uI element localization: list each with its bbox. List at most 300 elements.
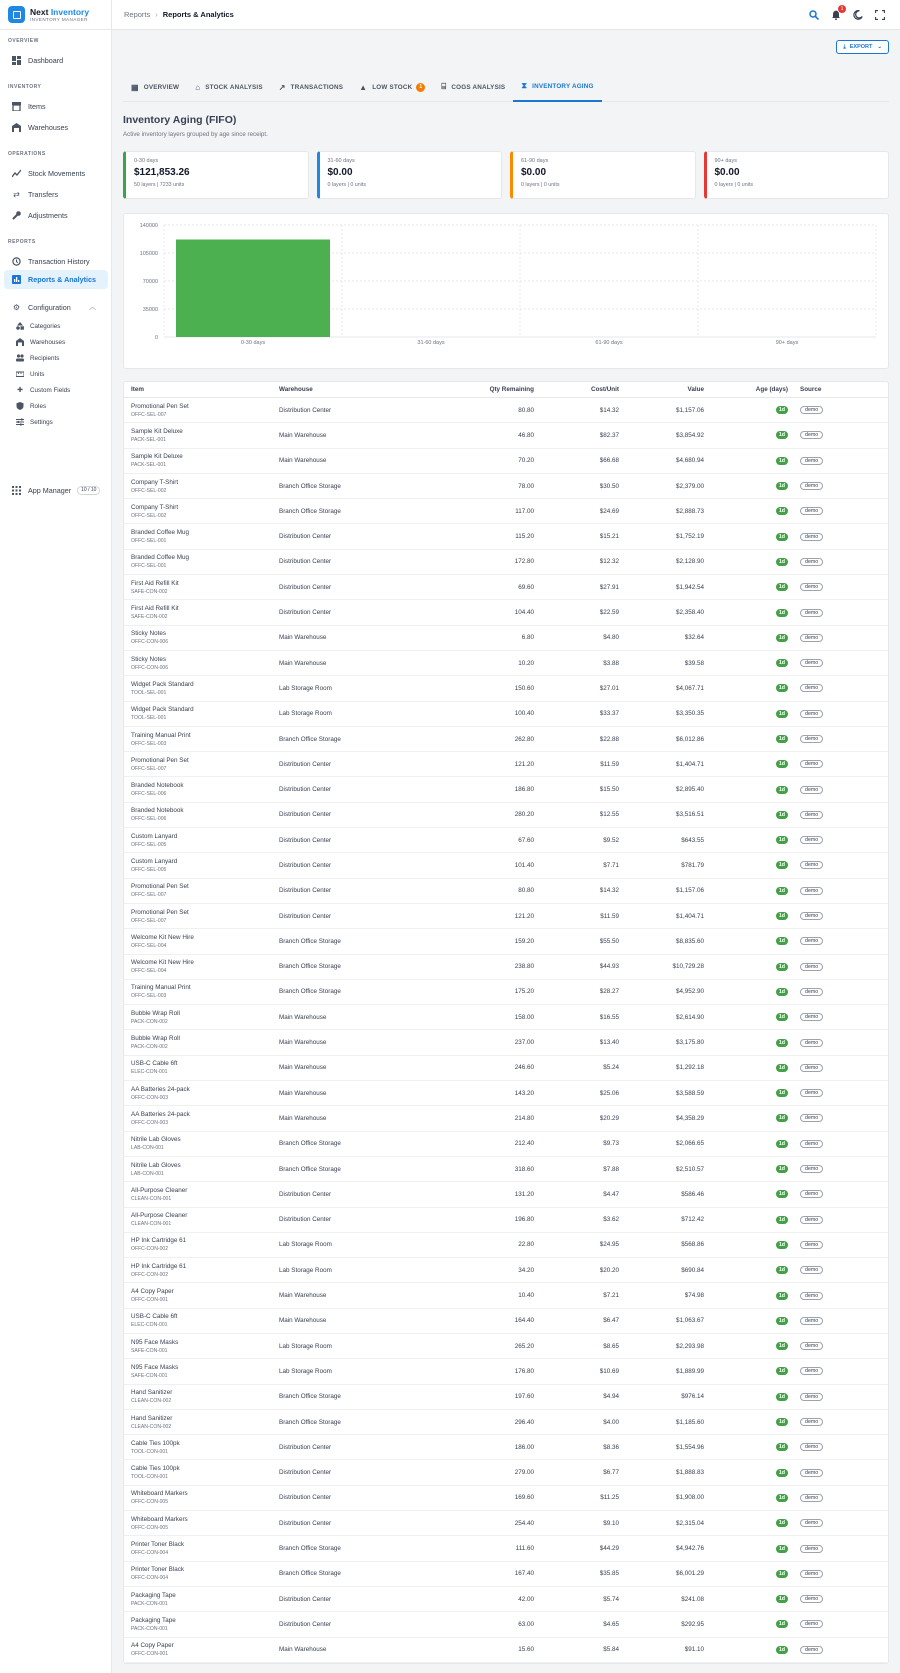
category-icon <box>16 322 24 331</box>
qty-cell: 186.00 <box>514 1443 534 1451</box>
item-cell <box>124 1364 279 1379</box>
warehouse-cell: Branch Office Storage <box>279 988 341 996</box>
tab-label: COGS ANALYSIS <box>451 83 506 91</box>
cost-cell: $25.06 <box>599 1089 619 1097</box>
qty-cell: 158.00 <box>514 1013 534 1021</box>
app-count-badge: 10 / 10 <box>77 486 100 495</box>
age-badge: 1d <box>776 634 788 642</box>
source-chip: demo <box>800 659 823 667</box>
tab-cogs-analysis[interactable] <box>433 72 513 102</box>
item-name: Whiteboard Markers <box>131 1490 188 1498</box>
source-chip: demo <box>800 533 823 541</box>
table-row[interactable] <box>124 1511 888 1536</box>
item-cell <box>124 580 279 595</box>
table-row[interactable] <box>124 1056 888 1081</box>
item-name: Bubble Wrap Roll <box>131 1035 180 1043</box>
warehouse-cell: Main Warehouse <box>279 1039 327 1047</box>
table-row[interactable] <box>124 702 888 727</box>
item-sku: OFFC-SEL-002 <box>131 487 167 494</box>
item-name: Printer Toner Black <box>131 1541 185 1548</box>
table-row[interactable] <box>124 1283 888 1308</box>
table-row[interactable] <box>124 777 888 802</box>
tab-label: OVERVIEW <box>143 83 180 91</box>
config-item-units[interactable] <box>16 367 44 381</box>
source-cell <box>788 1317 888 1325</box>
value-cell: $292.95 <box>681 1620 704 1628</box>
age-cell <box>704 1595 788 1603</box>
source-chip: demo <box>800 1140 823 1148</box>
cost-cell: $30.50 <box>599 482 619 490</box>
table-row[interactable] <box>124 524 888 549</box>
item-name: USB-C Cable 6ft <box>131 1313 178 1321</box>
qty-cell: 265.20 <box>514 1342 534 1350</box>
table-row[interactable] <box>124 1460 888 1485</box>
config-item-roles[interactable] <box>16 399 46 413</box>
table-row[interactable] <box>124 1106 888 1131</box>
source-cell <box>788 1342 888 1350</box>
warehouse-cell: Branch Office Storage <box>279 963 341 971</box>
sidebar-item-reports-analytics[interactable] <box>4 270 108 289</box>
item-sku: SAFE-CON-001 <box>131 1347 168 1354</box>
swap-icon: ⇄ <box>13 189 20 199</box>
source-chip: demo <box>800 1165 823 1173</box>
qty-cell: 101.40 <box>514 861 534 869</box>
table-row[interactable] <box>124 398 888 423</box>
cost-cell: $9.73 <box>603 1140 619 1148</box>
sidebar-item-adjustments[interactable] <box>4 206 108 224</box>
table-row[interactable] <box>124 575 888 600</box>
item-sku: OFFC-SEL-001 <box>131 563 167 570</box>
item-sku: ELEC-CON-001 <box>131 1069 168 1076</box>
age-cell <box>704 431 788 439</box>
card-meta: 0 layers | 0 units <box>521 182 560 188</box>
age-badge: 1d <box>776 583 788 591</box>
age-cell <box>704 1140 788 1148</box>
item-sku: OFFC-CON-003 <box>131 1094 169 1101</box>
cost-cell: $5.24 <box>603 1064 619 1072</box>
table-row[interactable] <box>124 1562 888 1587</box>
qty-cell: 34.20 <box>518 1266 534 1274</box>
item-name: All-Purpose Cleaner <box>131 1212 188 1220</box>
item-sku: PACK-CON-002 <box>131 1044 168 1051</box>
col-value[interactable]: Value <box>687 386 704 393</box>
sidebar-item-label: Custom Fields <box>30 386 71 394</box>
age-badge: 1d <box>776 1165 788 1173</box>
hourglass-icon: ⧗ <box>521 81 528 90</box>
cost-cell: $13.40 <box>599 1039 619 1047</box>
sidebar-item-label: Warehouses <box>28 122 69 132</box>
item-sku: OFFC-SEL-004 <box>131 942 167 949</box>
sidebar-item-transfers[interactable] <box>4 185 108 203</box>
table-row[interactable] <box>124 1638 888 1663</box>
value-cell: $2,128.90 <box>675 558 704 566</box>
table-row[interactable] <box>124 423 888 448</box>
age-cell <box>704 1342 788 1350</box>
table-row[interactable] <box>124 1132 888 1157</box>
age-cell <box>704 963 788 971</box>
value-cell: $2,358.40 <box>675 609 704 617</box>
age-cell <box>704 1519 788 1527</box>
qty-cell: 237.00 <box>514 1039 534 1047</box>
age-cell <box>704 1266 788 1274</box>
table-row[interactable] <box>124 1208 888 1233</box>
item-name: Branded Coffee Mug <box>131 529 189 537</box>
table-row[interactable] <box>124 550 888 575</box>
item-cell <box>124 1060 279 1075</box>
qty-cell: 117.00 <box>515 507 534 515</box>
age-cell <box>704 1114 788 1122</box>
item-cell <box>124 1263 279 1278</box>
age-badge: 1d <box>776 861 788 869</box>
source-cell <box>788 836 888 844</box>
item-cell <box>124 1010 279 1025</box>
source-cell <box>788 1443 888 1451</box>
config-item-recipients[interactable] <box>16 351 59 365</box>
item-sku: ELEC-CON-001 <box>131 1322 168 1329</box>
item-name: A4 Copy Paper <box>131 1642 174 1650</box>
item-sku: OFFC-CON-003 <box>131 1119 169 1126</box>
cost-cell: $20.29 <box>599 1114 619 1122</box>
warehouse-cell: Main Warehouse <box>279 659 327 667</box>
age-cell <box>704 1241 788 1249</box>
item-sku: OFFC-CON-006 <box>131 664 169 671</box>
table-row[interactable] <box>124 828 888 853</box>
trending-icon: ↗ <box>278 82 286 92</box>
app-title: Next Inventory <box>30 6 90 17</box>
cost-cell: $22.59 <box>599 609 619 617</box>
config-item-categories[interactable] <box>16 319 60 333</box>
table-row[interactable] <box>124 1587 888 1612</box>
item-cell <box>124 858 279 873</box>
source-cell <box>788 710 888 718</box>
sidebar-item-label: Items <box>28 101 46 111</box>
warehouse-cell: Main Warehouse <box>279 457 327 465</box>
source-cell <box>788 988 888 996</box>
table-row[interactable] <box>124 1309 888 1334</box>
item-name: Promotional Pen Set <box>131 908 189 916</box>
sidebar-item-app-manager[interactable] <box>4 481 108 499</box>
bank-icon: ⌸ <box>441 82 447 91</box>
dashboard-icon: ▦ <box>131 82 139 92</box>
age-cell <box>704 1646 788 1654</box>
table-row[interactable] <box>124 1182 888 1207</box>
config-item-settings[interactable] <box>16 415 53 429</box>
table-row[interactable] <box>124 955 888 980</box>
qty-cell: 197.60 <box>514 1393 534 1401</box>
col-warehouse[interactable]: Warehouse <box>279 386 313 393</box>
item-cell <box>124 529 279 544</box>
cost-cell: $5.84 <box>603 1646 619 1654</box>
table-row[interactable] <box>124 853 888 878</box>
age-cell <box>704 1039 788 1047</box>
item-name: Company T-Shirt <box>131 503 179 511</box>
warehouse-cell: Branch Office Storage <box>279 482 341 490</box>
warehouse-cell: Main Warehouse <box>279 1013 327 1021</box>
col-qty[interactable]: Qty Remaining <box>489 386 534 393</box>
item-name: Sample Kit Deluxe <box>131 453 183 461</box>
qty-cell: 80.80 <box>518 406 534 414</box>
item-name: Promotional Pen Set <box>131 883 189 891</box>
table-row[interactable] <box>124 651 888 676</box>
item-sku: PACK-SEL-001 <box>131 462 167 469</box>
table-row[interactable] <box>124 1359 888 1384</box>
age-badge: 1d <box>776 1469 788 1477</box>
table-row[interactable] <box>124 1233 888 1258</box>
cost-cell: $4.65 <box>603 1620 619 1628</box>
source-chip: demo <box>800 710 823 718</box>
item-sku: CLEAN-CON-001 <box>131 1195 172 1202</box>
age-cell <box>704 786 788 794</box>
cost-cell: $7.88 <box>603 1165 619 1173</box>
table-row[interactable] <box>124 904 888 929</box>
item-sku: OFFC-SEL-007 <box>131 411 167 418</box>
top-bar <box>112 0 900 30</box>
page-subtitle: Active inventory layers grouped by age since receipt. <box>123 131 268 138</box>
item-name: Packaging Tape <box>131 1591 176 1599</box>
age-badge: 1d <box>776 507 788 515</box>
brand[interactable] <box>0 0 111 30</box>
item-cell <box>124 1136 279 1151</box>
table-row[interactable] <box>124 449 888 474</box>
qty-cell: 67.60 <box>518 836 534 844</box>
table-row[interactable] <box>124 752 888 777</box>
item-name: Welcome Kit New Hire <box>131 959 194 967</box>
value-cell: $690.84 <box>681 1266 704 1274</box>
card-value: $0.00 <box>714 167 740 178</box>
value-cell: $2,895.40 <box>675 786 704 794</box>
warehouse-cell: Lab Storage Room <box>279 1342 332 1350</box>
config-item-warehouses[interactable] <box>16 335 65 349</box>
table-row[interactable] <box>124 980 888 1005</box>
source-chip: demo <box>800 482 823 490</box>
table-row[interactable] <box>124 676 888 701</box>
source-cell <box>788 1620 888 1628</box>
cost-cell: $5.74 <box>603 1595 619 1603</box>
breadcrumb-parent[interactable]: Reports <box>124 10 151 19</box>
export-button[interactable] <box>836 40 889 54</box>
value-cell: $74.98 <box>684 1292 704 1300</box>
item-cell <box>124 504 279 519</box>
section-inventory: INVENTORY <box>8 84 42 90</box>
table-row[interactable] <box>124 1005 888 1030</box>
age-cell <box>704 533 788 541</box>
table-row[interactable] <box>124 1410 888 1435</box>
sidebar-item-items[interactable] <box>4 97 108 115</box>
tab-stock-analysis[interactable] <box>187 72 271 102</box>
age-badge: 1d <box>776 1114 788 1122</box>
source-cell <box>788 1241 888 1249</box>
table-row[interactable] <box>124 1385 888 1410</box>
item-name: Widget Pack Standard <box>131 706 194 714</box>
cost-cell: $24.95 <box>599 1241 619 1249</box>
age-cell <box>704 1418 788 1426</box>
warehouse-cell: Distribution Center <box>279 1443 332 1451</box>
fullscreen-icon[interactable] <box>874 9 886 21</box>
apps-grid-icon <box>12 486 21 495</box>
item-sku: SAFE-CON-001 <box>131 1372 168 1379</box>
source-cell <box>788 1039 888 1047</box>
warehouse-cell: Distribution Center <box>279 760 332 768</box>
col-cost[interactable]: Cost/Unit <box>591 386 619 393</box>
value-cell: $568.86 <box>681 1241 704 1249</box>
col-item[interactable]: Item <box>131 386 144 393</box>
item-cell <box>124 1288 279 1303</box>
tab-inventory-aging[interactable] <box>513 72 601 102</box>
source-chip: demo <box>800 861 823 869</box>
warehouse-cell: Distribution Center <box>279 533 332 541</box>
item-cell <box>124 1465 279 1480</box>
value-cell: $4,680.94 <box>675 457 704 465</box>
value-cell: $3,854.92 <box>675 431 704 439</box>
notification-count-badge: 1 <box>838 5 846 13</box>
item-cell <box>124 1541 279 1556</box>
col-age[interactable]: Age (days) <box>755 386 788 393</box>
age-cell <box>704 1570 788 1578</box>
item-name: Sticky Notes <box>131 655 166 663</box>
source-chip: demo <box>800 1064 823 1072</box>
tab-transactions[interactable] <box>271 72 351 102</box>
table-row[interactable] <box>124 727 888 752</box>
item-name: Sticky Notes <box>131 630 166 638</box>
cost-cell: $12.32 <box>599 558 619 566</box>
warehouse-cell: Distribution Center <box>279 861 332 869</box>
qty-cell: 121.20 <box>514 912 534 920</box>
table-row[interactable] <box>124 1612 888 1637</box>
search-icon[interactable] <box>808 9 820 21</box>
cost-cell: $14.32 <box>599 887 619 895</box>
section-overview: OVERVIEW <box>8 38 39 44</box>
warehouse-icon: ⌂ <box>195 82 201 92</box>
qty-cell: 115.20 <box>515 533 534 541</box>
item-sku: OFFC-CON-001 <box>131 1651 169 1658</box>
value-cell: $6,012.86 <box>675 735 704 743</box>
qty-cell: 15.60 <box>518 1646 534 1654</box>
source-cell <box>788 1570 888 1578</box>
table-row[interactable] <box>124 626 888 651</box>
cost-cell: $11.25 <box>600 1494 619 1502</box>
item-name: USB-C Cable 6ft <box>131 1060 178 1068</box>
warehouse-cell: Distribution Center <box>279 558 332 566</box>
table-row[interactable] <box>124 929 888 954</box>
trending-icon <box>12 169 21 178</box>
cost-cell: $8.65 <box>603 1342 619 1350</box>
age-cell <box>704 1620 788 1628</box>
age-badge: 1d <box>776 1393 788 1401</box>
item-sku: PACK-CON-001 <box>131 1625 168 1632</box>
value-cell: $1,888.83 <box>675 1469 704 1477</box>
warehouse-icon <box>12 123 21 132</box>
y-tick-label: 105000 <box>139 251 158 257</box>
sidebar-item-dashboard[interactable] <box>4 51 108 69</box>
qty-cell: 196.80 <box>514 1216 534 1224</box>
table-header <box>124 382 888 398</box>
table-row[interactable] <box>124 1334 888 1359</box>
table-body <box>124 398 888 1663</box>
source-cell <box>788 1393 888 1401</box>
warehouse-cell: Branch Office Storage <box>279 1165 341 1173</box>
table-row[interactable] <box>124 1536 888 1561</box>
age-cell <box>704 684 788 692</box>
sidebar <box>0 0 112 1673</box>
source-cell <box>788 1013 888 1021</box>
item-name: Packaging Tape <box>131 1616 176 1624</box>
table-row[interactable] <box>124 1258 888 1283</box>
cost-cell: $4.94 <box>603 1393 619 1401</box>
item-sku: TOOL-CON-001 <box>131 1448 168 1455</box>
tab-low-stock[interactable] <box>351 72 433 102</box>
age-cell <box>704 710 788 718</box>
dark-mode-moon-icon[interactable] <box>852 9 864 21</box>
sidebar-item-configuration[interactable] <box>4 298 108 316</box>
age-badge: 1d <box>776 836 788 844</box>
tab-overview[interactable] <box>123 72 187 102</box>
config-item-custom-fields[interactable] <box>16 383 70 397</box>
table-row[interactable] <box>124 803 888 828</box>
table-row[interactable] <box>124 1486 888 1511</box>
col-source[interactable]: Source <box>800 386 822 393</box>
item-cell <box>124 782 279 797</box>
table-row[interactable] <box>124 1435 888 1460</box>
chevron-up-icon[interactable]: ︿ <box>89 304 96 311</box>
item-name: Company T-Shirt <box>131 478 179 486</box>
item-cell <box>124 605 279 620</box>
item-sku: OFFC-CON-005 <box>131 1524 169 1531</box>
x-tick-label: 61-90 days <box>595 340 623 346</box>
table-row[interactable] <box>124 879 888 904</box>
qty-cell: 169.60 <box>514 1494 534 1502</box>
qty-cell: 164.40 <box>514 1317 534 1325</box>
item-cell <box>124 1237 279 1252</box>
cost-cell: $66.68 <box>599 457 619 465</box>
sidebar-item-stock-movements[interactable] <box>4 164 108 182</box>
table-row[interactable] <box>124 1030 888 1055</box>
age-cell <box>704 1469 788 1477</box>
age-badge: 1d <box>776 1241 788 1249</box>
table-row[interactable] <box>124 1081 888 1106</box>
item-cell <box>124 934 279 949</box>
card-meta: 0 layers | 0 units <box>714 182 753 188</box>
aging-card <box>317 151 503 199</box>
item-cell <box>124 1490 279 1505</box>
notifications-bell-icon[interactable] <box>830 6 844 21</box>
item-cell <box>124 1642 279 1657</box>
history-icon <box>12 257 21 266</box>
value-cell: $586.46 <box>681 1190 704 1198</box>
table-row[interactable] <box>124 600 888 625</box>
age-cell <box>704 583 788 591</box>
age-cell <box>704 912 788 920</box>
card-value: $121,853.26 <box>134 167 190 178</box>
table-row[interactable] <box>124 474 888 499</box>
item-name: AA Batteries 24-pack <box>131 1085 190 1093</box>
source-chip: demo <box>800 457 823 465</box>
age-badge: 1d <box>776 684 788 692</box>
table-row[interactable] <box>124 1157 888 1182</box>
aging-card <box>123 151 309 199</box>
qty-cell: 280.20 <box>514 811 534 819</box>
sidebar-item-warehouses[interactable] <box>4 118 108 136</box>
age-cell <box>704 406 788 414</box>
item-cell <box>124 807 279 822</box>
source-cell <box>788 1064 888 1072</box>
item-cell <box>124 1313 279 1328</box>
item-cell <box>124 732 279 747</box>
age-badge: 1d <box>776 609 788 617</box>
source-cell <box>788 659 888 667</box>
source-chip: demo <box>800 1317 823 1325</box>
sidebar-item-transaction-history[interactable] <box>4 252 108 270</box>
table-row[interactable] <box>124 499 888 524</box>
